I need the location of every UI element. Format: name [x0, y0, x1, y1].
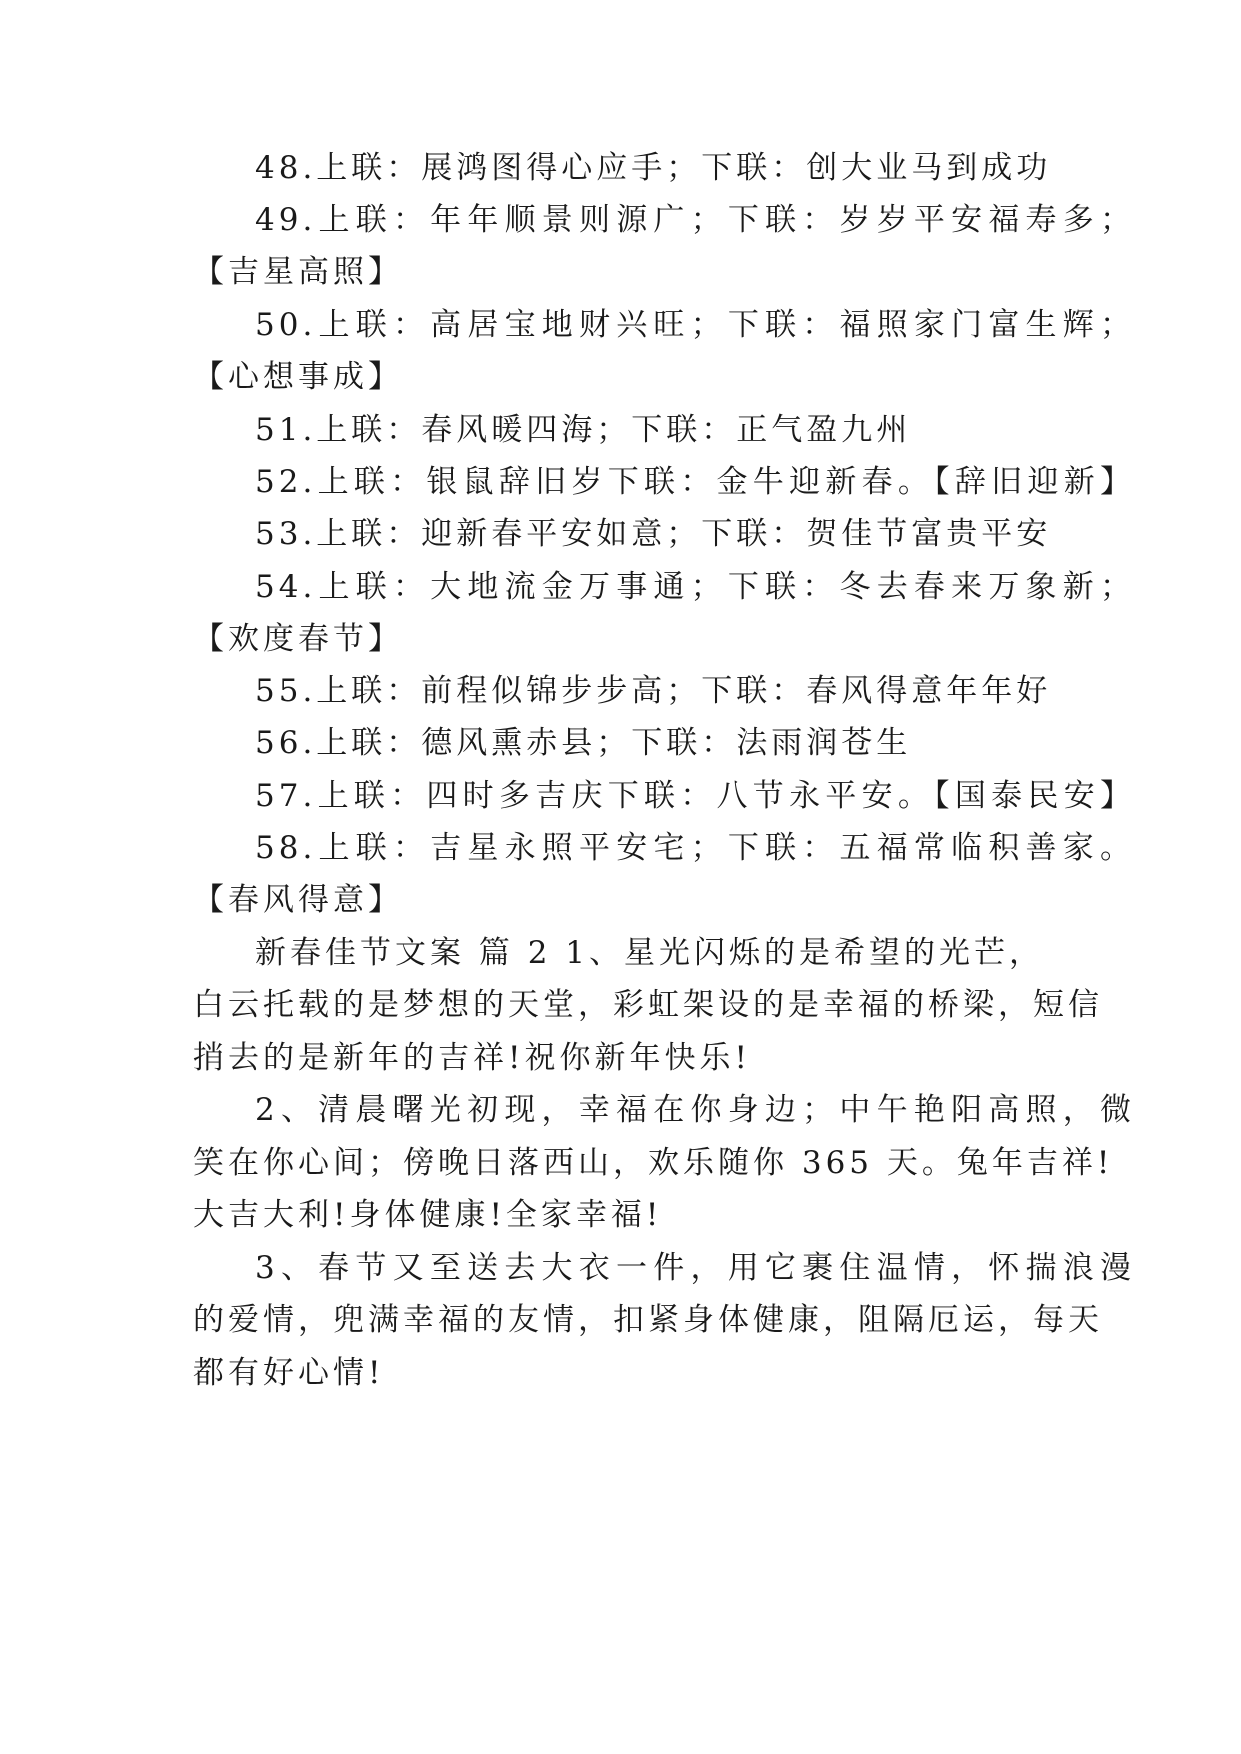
- paragraph-3-line-3: 都有好心情!: [193, 1355, 385, 1391]
- paragraph-3-line-2: 的爱情，兜满幸福的友情，扣紧身体健康，阻隔厄运，每天: [193, 1302, 1103, 1338]
- couplet-line-53: 53.上联：迎新春平安如意；下联：贺佳节富贵平安: [255, 516, 1052, 552]
- couplet-line-49: 49.上联：年年顺景则源广；下联：岁岁平安福寿多；: [255, 202, 1135, 238]
- couplet-line-51: 51.上联：春风暖四海；下联：正气盈九州: [255, 412, 912, 448]
- couplet-line-57: 57.上联：四时多吉庆下联：八节永平安。【国泰民安】: [255, 778, 1135, 814]
- couplet-line-54: 54.上联：大地流金万事通；下联：冬去春来万象新；: [255, 569, 1135, 605]
- couplet-tag-54: 【欢度春节】: [193, 621, 403, 657]
- couplet-tag-49: 【吉星高照】: [193, 254, 403, 290]
- paragraph-3-line-1: 3、春节又至送去大衣一件，用它裹住温情，怀揣浪漫: [255, 1250, 1135, 1286]
- couplet-tag-50: 【心想事成】: [193, 359, 403, 395]
- paragraph-1-line-2: 白云托载的是梦想的天堂，彩虹架设的是幸福的桥梁，短信: [193, 987, 1103, 1023]
- couplet-tag-58: 【春风得意】: [193, 882, 403, 918]
- couplet-line-50: 50.上联：高居宝地财兴旺；下联：福照家门富生辉；: [255, 307, 1135, 343]
- section-heading-line: 新春佳节文案 篇 2 1、星光闪烁的是希望的光芒，: [255, 935, 1045, 971]
- paragraph-1-line-3: 捎去的是新年的吉祥!祝你新年快乐!: [193, 1040, 751, 1076]
- paragraph-2-line-1: 2、清晨曙光初现，幸福在你身边；中午艳阳高照，微: [255, 1092, 1135, 1128]
- couplet-line-48: 48.上联：展鸿图得心应手；下联：创大业马到成功: [255, 150, 1052, 186]
- couplet-line-58: 58.上联：吉星永照平安宅；下联：五福常临积善家。: [255, 830, 1135, 866]
- couplet-line-52: 52.上联：银鼠辞旧岁下联：金牛迎新春。【辞旧迎新】: [255, 464, 1135, 500]
- couplet-line-55: 55.上联：前程似锦步步高；下联：春风得意年年好: [255, 673, 1052, 709]
- paragraph-2-line-2: 笑在你心间；傍晚日落西山，欢乐随你 365 天。兔年吉祥!: [193, 1145, 1114, 1181]
- couplet-line-56: 56.上联：德风熏赤县；下联：法雨润苍生: [255, 725, 912, 761]
- paragraph-2-line-3: 大吉大利!身体健康!全家幸福!: [193, 1197, 663, 1233]
